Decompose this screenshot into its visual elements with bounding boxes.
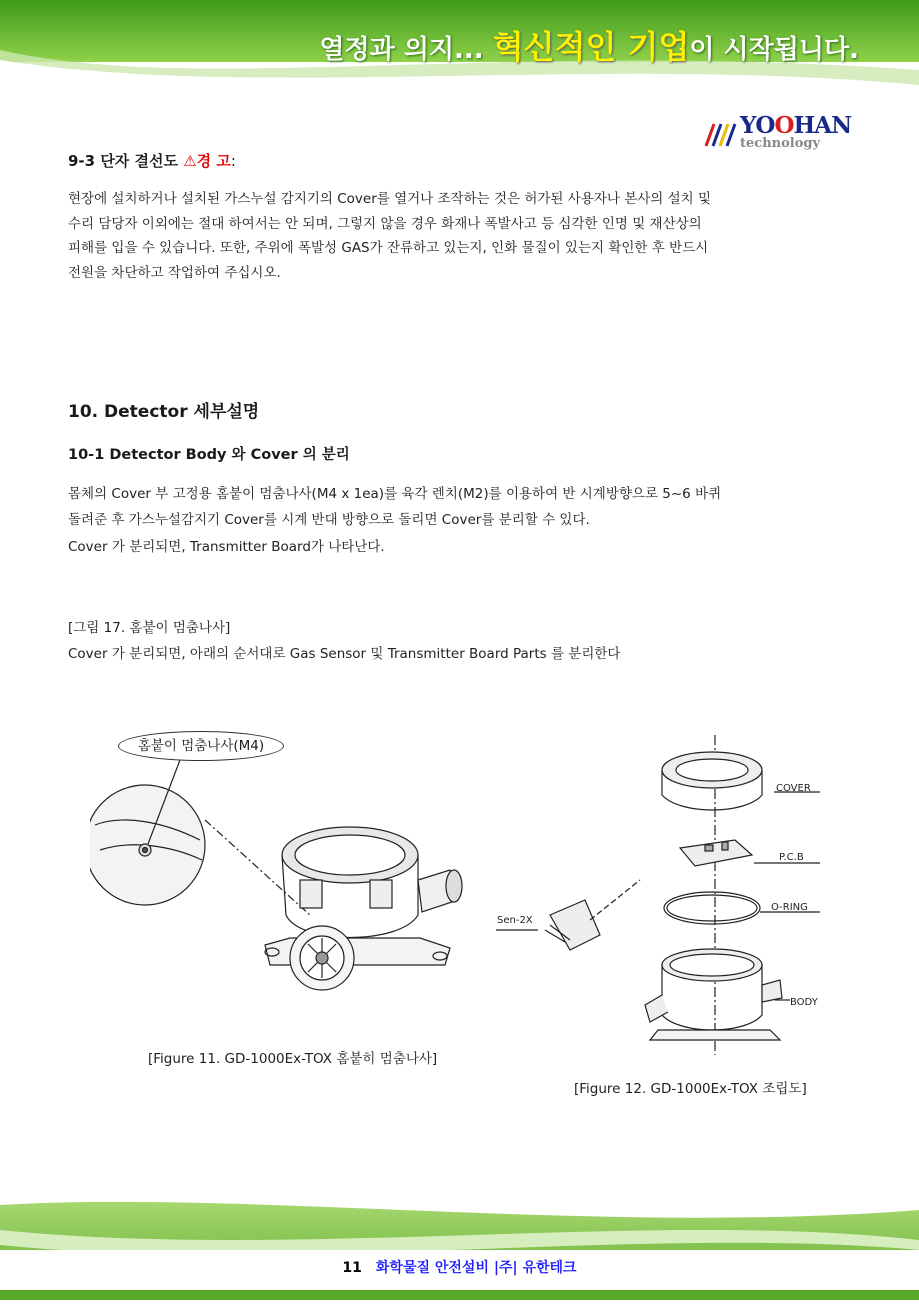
figure-reference: [그림 17. 홈붙이 멈춤나사] bbox=[68, 620, 231, 636]
section-9-3-paragraph bbox=[68, 187, 838, 285]
logo-stripes-icon bbox=[700, 112, 740, 152]
paragraph-line: 전원을 차단하고 작업하여 주십시오. bbox=[68, 264, 281, 281]
header-banner bbox=[0, 0, 919, 100]
paragraph-line: 몸체의 Cover 부 고정용 홈붙이 멈춤나사(M4 x 1ea)를 육각 렌치(M2)를 이용하여 반 시계방향으로 5~6 바퀴 bbox=[68, 486, 722, 502]
label-body: BODY bbox=[790, 997, 818, 1008]
page-number: 11 bbox=[342, 1260, 362, 1276]
label-pcb: P.C.B bbox=[779, 852, 804, 863]
paragraph-line: 돌려준 후 가스누설감지기 Cover를 시계 반대 방향으로 돌리면 Cover를 분리할 수 있다. bbox=[68, 512, 590, 528]
figure-11-caption: [Figure 11. GD-1000Ex-TOX 홈붙히 멈춤나사] bbox=[148, 1051, 438, 1067]
section-10-title: 10. Detector 세부설명 bbox=[68, 402, 260, 422]
figure-12-caption: [Figure 12. GD-1000Ex-TOX 조립도] bbox=[574, 1081, 807, 1097]
paragraph-line: 피해를 입을 수 있습니다. 또한, 주위에 폭발성 GAS가 잔류하고 있는지, 인화 물질이 있는지 확인한 후 반드시 bbox=[68, 240, 709, 256]
paragraph-line: 현장에 설치하거나 설치된 가스누설 감지기의 Cover를 열거나 조작하는 것은 허가된 사용자나 본사의 설치 및 bbox=[68, 191, 712, 207]
label-sensor: Sen-2X bbox=[497, 915, 533, 926]
section-10-1-title: 10-1 Detector Body 와 Cover 의 분리 bbox=[68, 447, 350, 463]
paragraph-line: Cover 가 분리되면, 아래의 순서대로 Gas Sensor 및 Transmitter Board Parts 를 분리한다 bbox=[68, 646, 621, 662]
callout-set-screw: 홈붙이 멈춤나사(M4) bbox=[118, 731, 284, 761]
label-oring: O-RING bbox=[771, 902, 808, 913]
footer-banner bbox=[0, 1190, 919, 1300]
label-cover: COVER bbox=[776, 783, 811, 794]
company-logo bbox=[700, 110, 860, 154]
figure-11-drawing bbox=[90, 720, 510, 1020]
section-9-3-title: 9-3 단자 결선도 ⚠경 고: bbox=[68, 152, 236, 170]
logo-subtitle: technology bbox=[740, 136, 821, 151]
header-slogan: 열정과 의지... 혁신적인 기업이 시작됩니다. bbox=[319, 28, 859, 66]
footer-wave-graphic bbox=[0, 1190, 919, 1300]
paragraph-line: 수리 담당자 이외에는 절대 하여서는 안 되며, 그렇지 않을 경우 화재나 폭발사고 등 심각한 인명 및 재산상의 bbox=[68, 215, 702, 232]
logo-name: YOOHAN bbox=[740, 112, 852, 139]
footer-company: 화학물질 안전설비 |주| 유한테크 bbox=[375, 1260, 577, 1276]
slogan-highlight: 혁신적인 기업 bbox=[492, 28, 690, 66]
warning-label: ⚠경 고 bbox=[183, 152, 231, 170]
figure-12-drawing bbox=[490, 730, 830, 1060]
paragraph-line: Cover 가 분리되면, Transmitter Board가 나타난다. bbox=[68, 539, 385, 555]
footer-text bbox=[0, 1257, 919, 1277]
